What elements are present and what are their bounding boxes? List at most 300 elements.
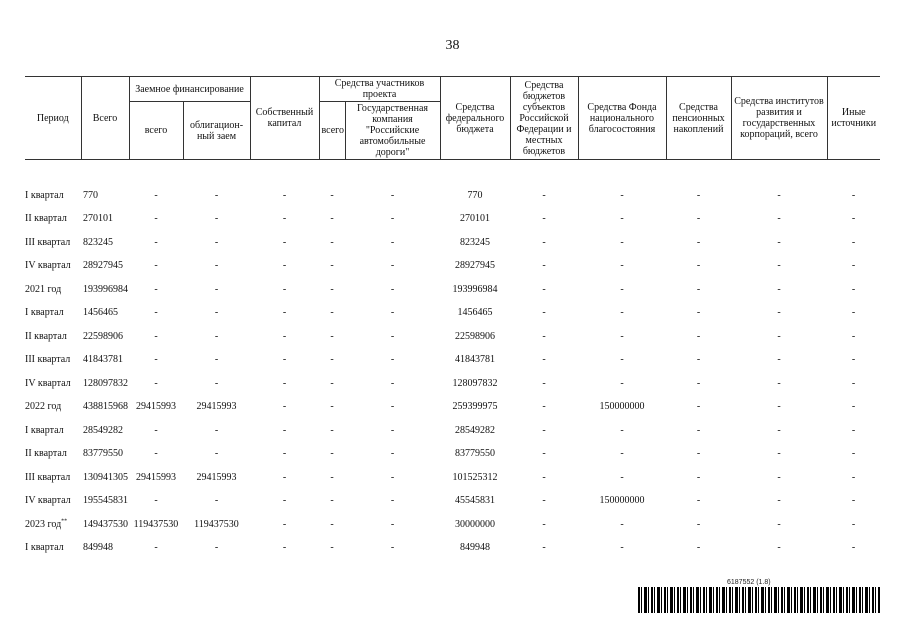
cell-dev [731,278,827,302]
cell-text: - [282,260,287,272]
cell-text: - [214,213,219,225]
cell-text: - [620,307,624,319]
cell-period [25,466,81,490]
cell-text: - [154,189,158,201]
cell-text: - [851,377,856,389]
col-header-pension: Средства пенсионных накоплений [666,77,731,160]
cell-participants-all [319,489,345,513]
table-row [25,184,880,208]
cell-equity [250,489,319,513]
cell-text: 29415993 [136,401,176,413]
cell-federal [440,466,510,490]
cell-text: - [542,283,546,295]
cell-text: - [330,471,334,483]
cell-regional [510,348,578,372]
cell-state-company [345,442,440,466]
cell-text: - [154,213,158,225]
cell-regional [510,278,578,302]
cell-text: 130941305 [83,471,128,483]
cell-text: - [620,518,624,530]
cell-federal [440,301,510,325]
cell-text: - [696,260,701,272]
cell-equity [250,254,319,278]
cell-bond [183,489,250,513]
cell-text: - [330,213,334,225]
cell-total [81,536,129,560]
cell-text: 101525312 [452,471,498,483]
cell-text: - [214,260,219,272]
cell-text: 270101 [460,213,490,225]
cell-text: - [282,283,287,295]
cell-state-company [345,231,440,255]
cell-bond [183,231,250,255]
cell-period [25,489,81,513]
cell-text: - [390,213,395,225]
cell-text: - [282,330,287,342]
cell-equity [250,513,319,537]
cell-text: - [330,424,334,436]
cell-bond [183,254,250,278]
cell-text: - [390,189,395,201]
cell-dev [731,325,827,349]
cell-pension [666,466,731,490]
cell-borrowed-all [129,536,183,560]
cell-state-company [345,419,440,443]
cell-nwf [578,513,666,537]
cell-bond [183,442,250,466]
cell-text: - [696,236,701,248]
cell-text: - [282,377,287,389]
cell-participants-all [319,301,345,325]
col-header-participants-all: всего [319,102,345,160]
cell-period [25,442,81,466]
table-row [25,325,880,349]
cell-borrowed-all [129,372,183,396]
cell-federal [440,419,510,443]
cell-text: - [620,471,624,483]
cell-text: - [542,236,546,248]
cell-text: - [620,236,624,248]
cell-text: - [542,542,546,554]
cell-bond [183,301,250,325]
col-header-dev-institutions: Средства институтов развития и государственных корпораций, всего [731,77,827,160]
cell-text: - [282,307,287,319]
cell-text: - [696,377,701,389]
cell-text: - [620,213,624,225]
cell-text: - [777,283,781,295]
cell-borrowed-all [129,466,183,490]
cell-text: - [696,401,701,413]
cell-equity [250,207,319,231]
cell-nwf [578,442,666,466]
cell-text: - [851,518,856,530]
cell-text: I квартал [25,307,64,319]
cell-participants-all [319,278,345,302]
cell-text: - [851,213,856,225]
cell-period [25,301,81,325]
cell-text: 83779550 [455,448,495,460]
cell-other [827,325,880,349]
cell-text: - [330,518,334,530]
cell-regional [510,372,578,396]
cell-text: III квартал [25,236,71,248]
cell-bond [183,207,250,231]
cell-equity [250,466,319,490]
cell-state-company [345,348,440,372]
cell-text: 150000000 [599,495,645,507]
cell-total [81,489,129,513]
cell-pension [666,489,731,513]
cell-nwf [578,231,666,255]
cell-text: - [542,401,546,413]
cell-federal [440,513,510,537]
col-header-equity: Собственный капитал [250,77,319,160]
cell-state-company [345,489,440,513]
cell-dev [731,513,827,537]
table-row [25,278,880,302]
cell-equity [250,536,319,560]
cell-text: III квартал [25,354,71,366]
cell-other [827,184,880,208]
cell-regional [510,207,578,231]
cell-equity [250,231,319,255]
cell-text: - [777,330,781,342]
cell-text: - [390,495,395,507]
col-header-other: Иные источники [827,77,880,160]
cell-participants-all [319,207,345,231]
cell-federal [440,395,510,419]
cell-borrowed-all [129,348,183,372]
cell-text: - [851,401,856,413]
cell-other [827,348,880,372]
cell-period [25,348,81,372]
cell-equity [250,419,319,443]
cell-text: - [542,471,546,483]
table-row [25,254,880,278]
cell-participants-all [319,513,345,537]
cell-text: - [851,283,856,295]
cell-text: 119437530 [194,518,239,530]
cell-regional [510,513,578,537]
cell-text: - [214,307,219,319]
cell-text: - [620,189,624,201]
cell-text: - [282,401,287,413]
cell-borrowed-all [129,489,183,513]
col-header-state-company: Государственная компания "Российские автомобильные дороги" [345,102,440,160]
cell-text: - [851,448,856,460]
cell-regional [510,184,578,208]
cell-state-company [345,207,440,231]
cell-text: - [282,471,287,483]
cell-period [25,231,81,255]
cell-bond [183,419,250,443]
cell-text: 22598906 [455,330,495,342]
cell-nwf [578,466,666,490]
cell-text: I квартал [25,189,64,201]
cell-text: - [390,260,395,272]
cell-federal [440,348,510,372]
cell-text: 2021 год [25,283,62,295]
document-code: 6187552 (1.8) [727,579,771,586]
cell-federal [440,231,510,255]
cell-other [827,466,880,490]
cell-dev [731,466,827,490]
cell-dev [731,536,827,560]
cell-bond [183,348,250,372]
cell-text: - [214,542,219,554]
cell-regional [510,489,578,513]
cell-text: - [154,542,158,554]
cell-text: - [696,542,701,554]
cell-nwf [578,301,666,325]
cell-text: 149437530 [83,518,128,530]
cell-text: - [777,307,781,319]
cell-pension [666,395,731,419]
cell-total [81,254,129,278]
cell-text: - [330,236,334,248]
cell-state-company [345,184,440,208]
cell-nwf [578,207,666,231]
cell-text: - [620,260,624,272]
cell-text: 30000000 [455,518,495,530]
cell-equity [250,348,319,372]
cell-text: - [214,189,219,201]
cell-nwf [578,254,666,278]
cell-text: - [214,448,219,460]
cell-text: - [390,283,395,295]
cell-nwf [578,348,666,372]
cell-text: - [154,260,158,272]
cell-text: - [330,283,334,295]
cell-text: 849948 [460,542,490,554]
cell-bond [183,536,250,560]
cell-period [25,278,81,302]
cell-text: - [214,354,219,366]
cell-participants-all [319,254,345,278]
cell-state-company [345,278,440,302]
col-header-borrowed-all: всего [129,102,183,160]
cell-borrowed-all [129,278,183,302]
cell-text: - [214,424,219,436]
cell-text: 823245 [460,236,490,248]
table-row [25,419,880,443]
cell-text: - [390,330,395,342]
cell-text: II квартал [25,448,67,460]
cell-text: - [777,189,781,201]
cell-dev [731,301,827,325]
table-row [25,348,880,372]
cell-text: - [696,354,701,366]
cell-text: 28549282 [455,424,495,436]
cell-text: - [851,260,856,272]
cell-regional [510,536,578,560]
cell-total [81,325,129,349]
cell-total [81,513,129,537]
cell-text: - [696,307,701,319]
cell-text: - [620,424,624,436]
cell-pension [666,254,731,278]
cell-text: - [214,283,219,295]
cell-text: - [282,189,287,201]
col-header-nwf: Средства Фонда национального благосостояния [578,77,666,160]
cell-pension [666,513,731,537]
cell-text: II квартал [25,330,67,342]
cell-state-company [345,466,440,490]
cell-text: 41843781 [83,354,123,366]
cell-pension [666,442,731,466]
cell-regional [510,231,578,255]
cell-regional [510,419,578,443]
cell-text: - [542,424,546,436]
page-number: 38 [445,38,460,53]
cell-other [827,207,880,231]
cell-participants-all [319,348,345,372]
cell-text: - [696,448,701,460]
cell-text: - [154,330,158,342]
cell-text: - [777,401,781,413]
cell-state-company [345,536,440,560]
cell-text: - [390,377,395,389]
cell-text: - [330,260,334,272]
cell-text: 119437530 [133,518,179,530]
cell-text: 41843781 [455,354,495,366]
cell-bond [183,372,250,396]
cell-participants-all [319,466,345,490]
cell-federal [440,489,510,513]
cell-text: 2023 год [25,518,62,530]
cell-text: 1456465 [83,307,118,319]
cell-other [827,442,880,466]
table-row [25,536,880,560]
cell-period [25,184,81,208]
cell-pension [666,231,731,255]
cell-equity [250,442,319,466]
cell-dev [731,442,827,466]
cell-text: IV квартал [25,260,71,272]
cell-text: - [330,189,334,201]
cell-regional [510,301,578,325]
cell-total [81,301,129,325]
cell-dev [731,254,827,278]
cell-pension [666,207,731,231]
cell-text: - [542,448,546,460]
cell-text: - [777,542,781,554]
cell-text: - [390,471,395,483]
cell-federal [440,278,510,302]
cell-text: - [777,518,781,530]
col-header-borrowed: Заемное финансирование [129,77,250,102]
cell-text: 270101 [83,213,113,225]
cell-period [25,254,81,278]
cell-bond [183,466,250,490]
cell-text: - [154,307,158,319]
cell-total [81,207,129,231]
cell-text: - [330,330,334,342]
cell-other [827,254,880,278]
cell-period [25,207,81,231]
cell-federal [440,254,510,278]
cell-participants-all [319,184,345,208]
cell-text: - [851,471,856,483]
cell-participants-all [319,325,345,349]
cell-period [25,536,81,560]
table-row [25,489,880,513]
cell-other [827,278,880,302]
cell-other [827,231,880,255]
cell-state-company [345,513,440,537]
col-header-bond-loan: облигацион- ный заем [183,102,250,160]
cell-borrowed-all [129,301,183,325]
cell-total [81,466,129,490]
cell-text: - [777,236,781,248]
cell-equity [250,184,319,208]
cell-participants-all [319,419,345,443]
cell-text: 29415993 [136,471,176,483]
cell-text: - [542,354,546,366]
cell-participants-all [319,395,345,419]
cell-text: - [696,330,701,342]
cell-text: - [154,377,158,389]
cell-federal [440,207,510,231]
cell-text: - [542,377,546,389]
cell-text: - [777,471,781,483]
cell-text: - [696,495,701,507]
cell-dev [731,419,827,443]
cell-text: - [620,283,624,295]
cell-state-company [345,301,440,325]
cell-text: - [330,377,334,389]
cell-text: 259399975 [452,401,498,413]
cell-text: - [330,495,334,507]
cell-text: IV квартал [25,377,71,389]
cell-text: 45545831 [455,495,495,507]
table-row [25,513,880,537]
cell-text: - [620,448,624,460]
cell-participants-all [319,536,345,560]
cell-text: - [154,448,158,460]
cell-text: - [390,236,395,248]
cell-text: - [851,236,856,248]
cell-text: - [777,260,781,272]
cell-dev [731,184,827,208]
cell-borrowed-all [129,184,183,208]
cell-borrowed-all [129,419,183,443]
cell-text: - [696,471,701,483]
cell-dev [731,395,827,419]
cell-text: - [851,542,856,554]
cell-text: - [330,401,334,413]
cell-text: 193996984 [452,283,498,295]
cell-state-company [345,372,440,396]
cell-text: - [154,424,158,436]
cell-text: - [696,518,701,530]
cell-pension [666,372,731,396]
cell-text: 29415993 [196,401,237,413]
cell-text: - [777,377,781,389]
cell-text: - [330,307,334,319]
cell-nwf [578,325,666,349]
col-header-regional-budgets: Средства бюджетов субъектов Российской Федерации и местных бюджетов [510,77,578,160]
cell-equity [250,325,319,349]
cell-text: - [214,236,219,248]
cell-text: - [851,330,856,342]
cell-text: - [542,189,546,201]
cell-pension [666,536,731,560]
cell-text: - [542,518,546,530]
cell-bond [183,513,250,537]
cell-text: - [620,377,624,389]
cell-nwf [578,278,666,302]
